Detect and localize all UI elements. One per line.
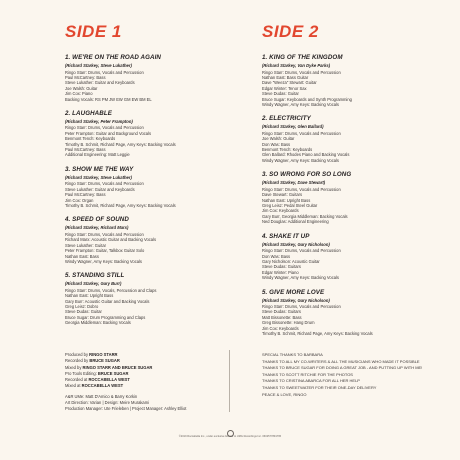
credit-line: Joe Walsh: Guitar: [262, 136, 295, 142]
credit-line: Timothy B. Schmit, Richard Page, Amy Keys: Backing Vocals: [65, 203, 176, 208]
credit-line: Don Was: Bass: [262, 141, 291, 147]
credit-line: Jim Cox: Keyboards: [262, 208, 299, 214]
credit-line: Dave Stewart: Guitars: [262, 192, 303, 198]
production-credits: [65, 352, 235, 413]
production-label: Produced by: [65, 352, 90, 357]
credit-line: Steve Dudas: Guitar: [65, 309, 102, 315]
track: [65, 272, 240, 325]
production-value: BRUCE SUGAR: [97, 370, 129, 376]
track: [65, 216, 240, 264]
thanks-line: THANKS TO SWEETWATER FOR THEIR ONE-DAY DELIVERY: [262, 384, 377, 390]
credit-line: Benmont Tench: Keyboards: [262, 147, 313, 153]
credit-line: Georgia Middleman: Backing Vocals: [65, 320, 131, 326]
production-label: Pro Tools Editing:: [65, 370, 98, 376]
credit-line: Jim Cox: Piano: [65, 91, 93, 97]
credit-line: Greg Leisz: Pedal Steel Guitar: [262, 203, 318, 208]
credit-line: Steve Lukather: Guitar: [65, 242, 106, 248]
production-value: RINGO STARR: [89, 352, 118, 357]
credit-line: Ringo Starr: Drums, Vocals and Percussion: [262, 130, 341, 136]
credit-line: Paul McCartney: Bass: [65, 192, 106, 198]
track-title: 5. STANDING STILL: [65, 272, 125, 280]
production-value: BRUCE SUGAR: [89, 358, 120, 364]
production-label: Recorded at: [65, 377, 89, 383]
credit-line: Paul McCartney: Bass: [65, 74, 106, 80]
credit-line: Windy Wagner, Amy Keys: Backing Vocals: [262, 101, 339, 107]
credit-line: Peter Frampton: Guitar and Background Vocals: [65, 130, 152, 136]
credit-line: Edgar Winter: Tenor Sax: [262, 85, 307, 91]
track: [65, 110, 240, 158]
credit-line: Ringo Starr: Drums, Vocals and Percussion: [262, 304, 341, 310]
credit-line: Steve Dudas: Guitar: [262, 91, 299, 97]
credit-line: Jim Cox: Organ: [65, 197, 94, 203]
credit-line: Ringo Starr: Drums, Vocals and Percussion: [262, 69, 341, 75]
credit-line: Dave "Weeza" Stewart: Guitar: [262, 80, 317, 86]
track: [262, 233, 437, 281]
credit-line: Bruce Sugar: Keyboards and Synth Programming: [262, 96, 352, 102]
track-writers: (Richard Starkey, Glen Ballard): [262, 124, 324, 130]
track-title: 3. SO WRONG FOR SO LONG: [262, 171, 352, 179]
track-writers: (Richard Starkey, Gary Nicholson): [262, 241, 330, 247]
side-2-column: [262, 22, 437, 345]
side-1-title: SIDE 1: [65, 22, 122, 41]
side-2-tracklist: [262, 54, 437, 337]
credit-line: Greg Bissonette: Hang Drum: [262, 320, 315, 326]
thanks-line: THANKS TO ALL MY CO-WRITERS & ALL THE MUSICIANS WHO MADE IT POSSIBLE: [262, 358, 420, 364]
production-label: Mixed at: [65, 383, 82, 389]
credit-line: Joe Walsh: Guitar: [65, 85, 98, 91]
track: [262, 115, 437, 163]
credit-line: Steve Lukather: Guitar and Keyboards: [65, 80, 135, 86]
track-title: 1. KING OF THE KINGDOM: [262, 54, 343, 61]
credit-line: Matt Bissonette: Bass: [262, 314, 302, 320]
track-writers: (Richard Starkey, Gary Burr): [65, 281, 122, 287]
production-line: [65, 383, 235, 389]
track-writers: (Richard Starkey, Van Dyke Parks): [262, 63, 331, 68]
track: [262, 289, 437, 337]
track-writers: (Richard Starkey, Richard Marx): [65, 225, 129, 231]
credit-line: Windy Wagner, Amy Keys: Backing Vocals: [65, 258, 142, 264]
credit-line: Gary Nicholson: Acoustic Guitar: [262, 258, 320, 264]
thanks-line: PEACE & LOVE, RINGO: [262, 391, 307, 397]
track-writers: (Richard Starkey, Steve Lukather): [65, 174, 132, 180]
credit-line: Timothy B. Schmit, Richard Page, Amy Keys: Backing Vocals: [65, 141, 176, 147]
track-writers: (Richard Starkey, Dave Stewart): [262, 180, 326, 186]
credit-line: Peter Frampton: Guitar, Talkbox Guitar Solo: [65, 248, 145, 254]
credit-line: Nathan East: Upright Bass: [65, 293, 114, 299]
side-2-title: SIDE 2: [262, 22, 319, 41]
credit-line: Ringo Starr: Drums, Vocals and Percussion: [65, 125, 144, 131]
credit-line: Ringo Starr: Drums, Vocals, Percussion and Claps: [65, 287, 157, 293]
credit-line: Nathan East: Upright Bass: [262, 197, 311, 203]
credit-line: Nathan East: Bass: [65, 253, 99, 259]
production-label: Recorded by: [65, 358, 90, 364]
track-title: 4. SHAKE IT UP: [262, 232, 310, 240]
side-1-tracklist: [65, 54, 240, 326]
thanks-section: [262, 352, 432, 398]
thanks-list: [262, 352, 432, 398]
credit-line: Steve Lukather: Guitar and Keyboards: [65, 186, 135, 192]
track: [65, 54, 240, 102]
track: [65, 166, 240, 209]
credit-line: Additional Engineering: Matt Leggie: [65, 152, 130, 158]
credit-line: Paul McCartney: Bass: [65, 147, 106, 153]
thanks-line: SPECIAL THANKS TO BARBARA: [262, 352, 323, 357]
credit-line: Windy Wagner, Amy Keys: Backing Vocals: [262, 157, 339, 163]
track-title: 5. GIVE MORE LOVE: [262, 288, 325, 296]
credit-line: Ringo Starr: Drums, Vocals and Percussion: [262, 248, 341, 254]
production-value: ROCCABELLA WEST: [88, 377, 130, 383]
credit-line: Nathan East: Bass Guitar: [262, 74, 309, 80]
label-logo-icon: [0, 424, 460, 432]
credit-line: Ringo Starr: Drums, Vocals and Percussion: [262, 186, 341, 192]
thanks-line: THANKS TO BRUCE SUGAR FOR DOING A GREAT JOB - AND PUTTING UP WITH ME!: [262, 365, 423, 371]
credit-line: Ringo Starr: Drums, Vocals and Percussion: [65, 181, 144, 187]
credit-line: Ned Douglas: Additional Engineering: [262, 219, 329, 225]
track: [262, 54, 437, 107]
track-title: 4. SPEED OF SOUND: [65, 216, 129, 224]
credit-line: Benmont Tench: Keyboards: [65, 136, 116, 142]
track-writers: (Richard Starkey, Gary Nicholson): [262, 297, 330, 303]
credit-line: Ringo Starr: Drums, Vocals and Percussion: [65, 231, 144, 237]
credit-line: Backing Vocals: RS PM JW EW GM EW BM EL: [65, 96, 152, 102]
production-label: Mixed by: [65, 364, 83, 370]
credit-line: Gary Burr: Acoustic Guitar and Backing Vocals: [65, 298, 150, 304]
track-writers: (Richard Starkey, Peter Frampton): [65, 118, 133, 124]
thanks-line: THANKS TO CRISTINA ABARCA FOR ALL HER HELP: [262, 378, 360, 384]
credit-line: Gary Burr, Georgia Middleman: Backing Vocals: [262, 213, 348, 219]
track-writers: (Richard Starkey, Steve Lukather): [65, 63, 132, 68]
track-title: 3. SHOW ME THE WAY: [65, 165, 134, 173]
credit-line: Glen Ballard: Rhodes Piano and Backing Vocals: [262, 152, 350, 158]
staff-line: Production Manager: Ute Frieleben | Project Manager: Ashley Elliot: [65, 406, 187, 412]
credit-line: Timothy B. Schmit, Richard Page, Amy Keys: Backing Vocals: [262, 331, 373, 337]
credit-line: Richard Marx: Acoustic Guitar and Backing Vocals: [65, 237, 157, 243]
track: [262, 171, 437, 224]
track-title: 2. ELECTRICITY: [262, 115, 311, 123]
credit-line: Ringo Starr: Drums, Vocals and Percussion: [65, 69, 144, 75]
side-1-column: [65, 22, 240, 334]
credit-line: Bruce Sugar: Drum Programming and Claps: [65, 314, 146, 320]
staff-line: Art Direction: Varian | Design: Meire Murakami: [65, 400, 150, 406]
production-value: ROCCABELLA WEST: [81, 383, 124, 389]
staff-line: A&R UMe: Matt D'Amico & Barry Korkin: [65, 393, 138, 399]
credit-line: Steve Dudas: Guitars: [262, 264, 301, 270]
legal-text: ©2019 Roccabella Inc., under exclusive license to UMG Recordings Inc. 0602577891765: [178, 435, 282, 438]
track-title: 2. LAUGHABLE: [65, 109, 112, 117]
credit-line: Windy Wagner, Amy Keys: Backing Vocals: [262, 275, 339, 281]
credit-line: Don Was: Bass: [262, 253, 291, 259]
credit-line: Jim Cox: Keyboards: [262, 325, 299, 331]
credit-line: Steve Dudas: Guitars: [262, 309, 301, 315]
staff-credits: [65, 394, 235, 413]
credits-divider: [229, 350, 230, 412]
credit-line: Greg Leisz: Dobro: [65, 304, 99, 310]
production-value: RINGO STARR AND BRUCE SUGAR: [82, 364, 153, 370]
track-title: 1. WE'RE ON THE ROAD AGAIN: [65, 54, 161, 61]
thanks-line: THANKS TO SCOTT RITCHIE FOR THE PHOTOS: [262, 371, 353, 377]
credit-line: Edgar Winter: Piano: [262, 269, 299, 275]
